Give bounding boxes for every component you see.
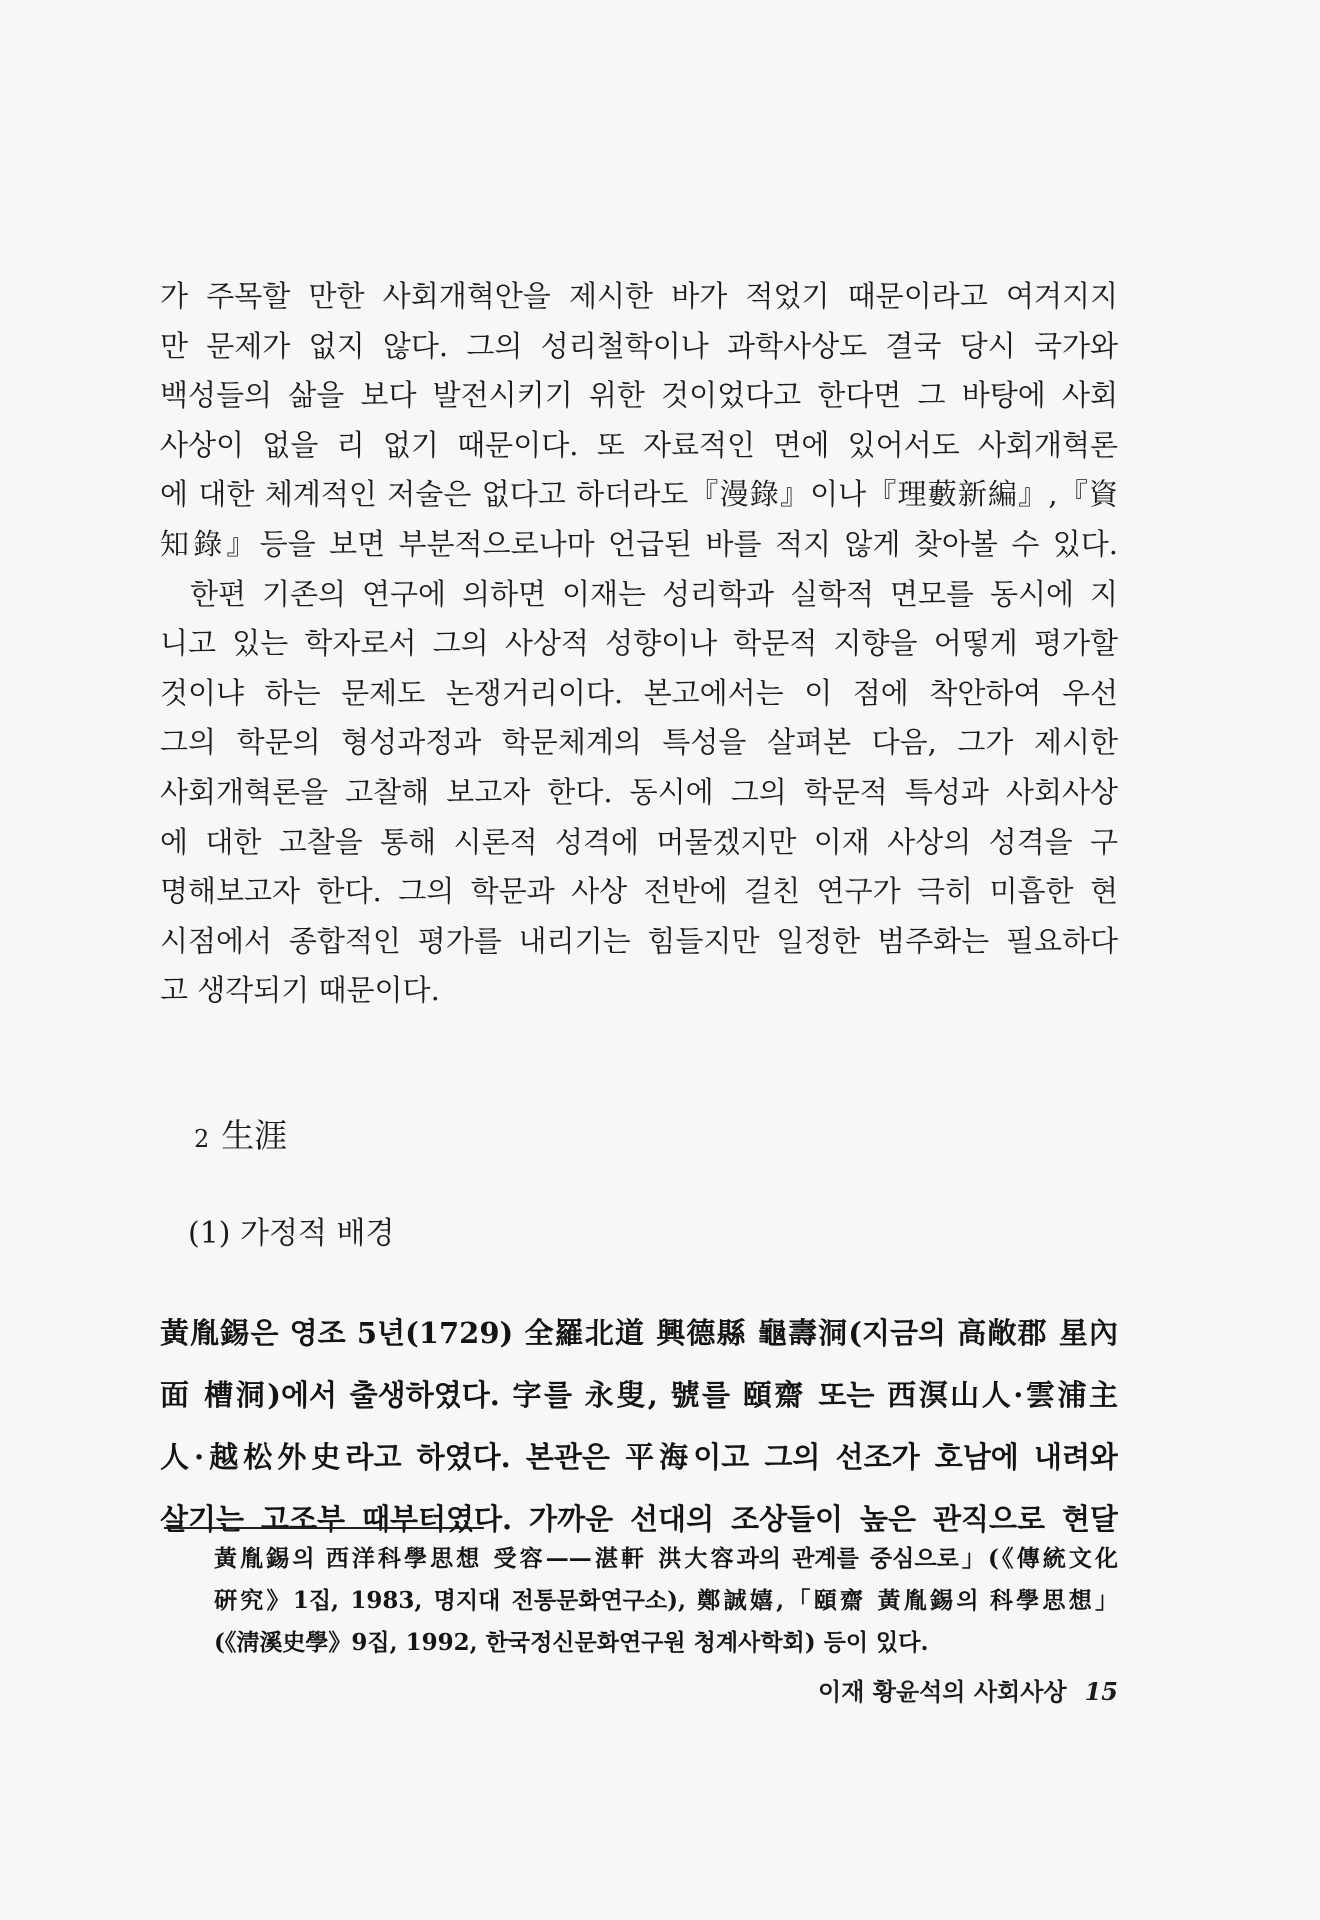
- subsection-heading: (1) 가정적 배경: [188, 1216, 395, 1251]
- text-line: 니고 있는 학자로서 그의 사상적 성향이나 학문적 지향을 어떻게 평가할: [160, 626, 1118, 661]
- footnote: [214, 1538, 1118, 1664]
- text-line: 고 생각되기 때문이다.: [160, 973, 440, 1008]
- intro-paragraph: [160, 272, 1118, 1016]
- section-number: 2: [194, 1125, 210, 1153]
- section-title: 生涯: [221, 1116, 288, 1155]
- text-line: 살기는 고조부 때부터였다. 가까운 선대의 조상들이 높은 관직으로 현달: [160, 1502, 1118, 1536]
- footnote-line: 黃胤錫의 西洋科學思想 受容——湛軒 洪大容과의 관계를 중심으로」(《傳統文化: [214, 1545, 1118, 1572]
- footnote-line: (《淸溪史學》9집, 1992, 한국정신문화연구원 청계사학회) 등이 있다.: [214, 1629, 929, 1656]
- text-line: 백성들의 삶을 보다 발전시키기 위한 것이었다고 한다면 그 바탕에 사회: [160, 378, 1118, 413]
- text-line: 知錄』등을 보면 부분적으로나마 언급된 바를 적지 않게 찾아볼 수 있다.: [160, 526, 1118, 561]
- text-line: 面 槽洞)에서 출생하였다. 字를 永叟, 號를 頤齋 또는 西溟山人·雲浦主: [160, 1378, 1118, 1412]
- text-line: 시점에서 종합적인 평가를 내리기는 힘들지만 일정한 범주화는 필요하다: [160, 923, 1118, 958]
- text-line: 그의 학문의 형성과정과 학문체계의 특성을 살펴본 다음, 그가 제시한: [160, 725, 1118, 760]
- text-line: 한편 기존의 연구에 의하면 이재는 성리학과 실학적 면모를 동시에 지: [190, 576, 1118, 611]
- text-line: 에 대한 고찰을 통해 시론적 성격에 머물겠지만 이재 사상의 성격을 구: [160, 824, 1118, 859]
- footnote-line: 硏究》1집, 1983, 명지대 전통문화연구소), 鄭誠嬉,「頤齋 黃胤錫의 科學思想」: [214, 1587, 1118, 1614]
- text-line: 가 주목할 만한 사회개혁안을 제시한 바가 적었기 때문이라고 여겨지지: [160, 279, 1118, 313]
- text-line: 에 대한 체계적인 저술은 없다고 하더라도『漫錄』이나『理藪新編』,『資: [160, 477, 1118, 512]
- section-heading: [194, 1114, 287, 1161]
- page-number: 15: [1084, 1677, 1118, 1706]
- text-line: 것이냐 하는 문제도 논쟁거리이다. 본고에서는 이 점에 착안하여 우선: [160, 675, 1118, 710]
- footnote-divider: [164, 1527, 484, 1529]
- text-line: 사회개혁론을 고찰해 보고자 한다. 동시에 그의 학문적 특성과 사회사상: [160, 774, 1118, 809]
- text-line: 黃胤錫은 영조 5년(1729) 全羅北道 興德縣 龜壽洞(지금의 高敞郡 星內: [160, 1316, 1118, 1350]
- text-line: 명해보고자 한다. 그의 학문과 사상 전반에 걸친 연구가 극히 미흡한 현: [160, 874, 1118, 909]
- text-line: 만 문제가 없지 않다. 그의 성리철학이나 과학사상도 결국 당시 국가와: [160, 328, 1118, 363]
- running-footer: [760, 1672, 1118, 1712]
- running-title: 이재 황윤석의 사회사상: [818, 1677, 1067, 1706]
- text-line: 人·越松外史라고 하였다. 본관은 平海이고 그의 선조가 호남에 내려와: [160, 1440, 1118, 1474]
- text-line: 사상이 없을 리 없기 때문이다. 또 자료적인 면에 있어서도 사회개혁론: [160, 427, 1118, 462]
- bio-paragraph: [160, 1302, 1118, 1550]
